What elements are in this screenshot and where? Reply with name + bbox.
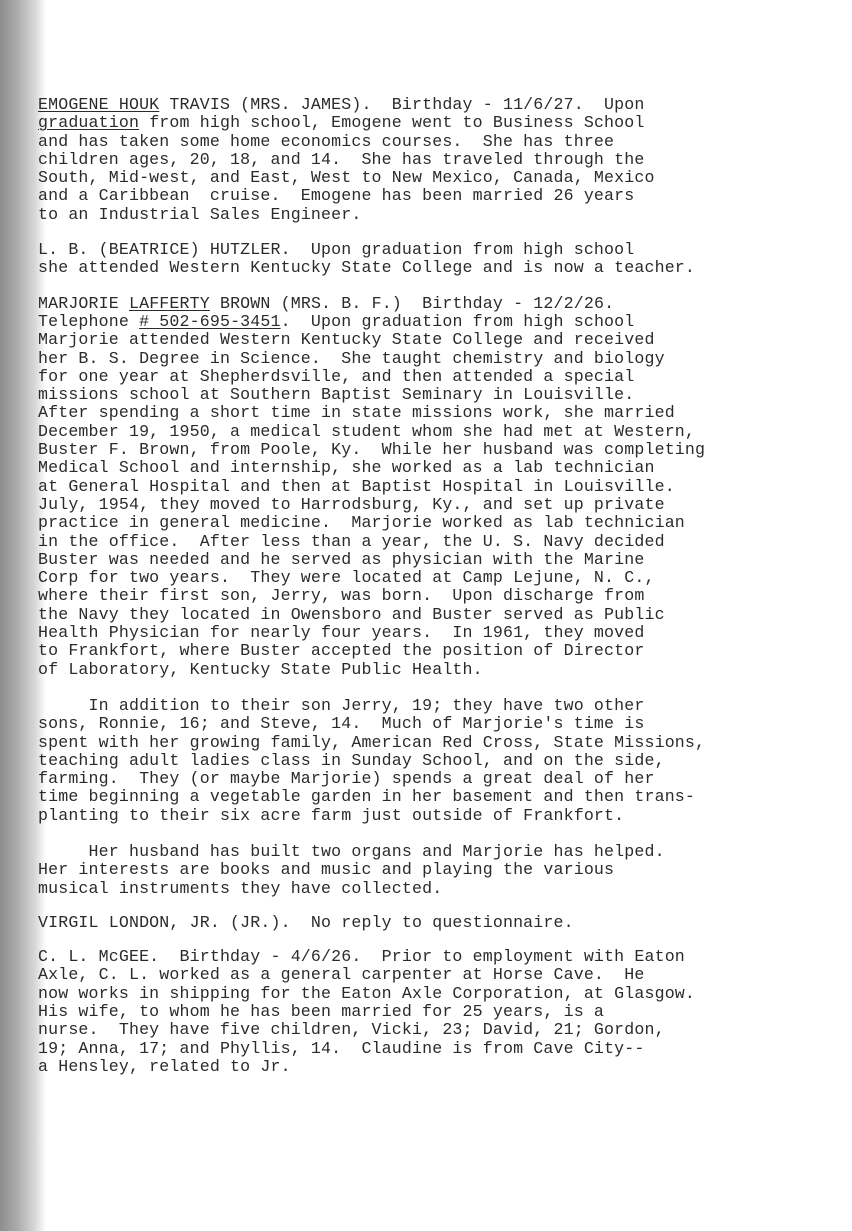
text-line — [38, 569, 798, 587]
line-text: teaching adult ladies class in Sunday School, and on the side, — [38, 750, 665, 770]
text-line — [38, 206, 798, 224]
line-text: Corp for two years. They were located at Camp Lejune, N. C., — [38, 568, 655, 588]
text-line — [38, 404, 798, 422]
line-text: Marjorie attended Western Kentucky State College and received — [38, 330, 655, 350]
line-text: VIRGIL LONDON, JR. (JR.). No reply to questionnaire. — [38, 912, 574, 932]
line-text: the Navy they located in Owensboro and Buster served as Public — [38, 604, 665, 624]
text-line — [38, 661, 798, 679]
text-line — [38, 496, 798, 514]
entry-marjorie-brown-family — [38, 697, 798, 825]
text-line — [38, 914, 798, 932]
line-text: at General Hospital and then at Baptist Hospital in Louisville. — [38, 476, 675, 496]
text-line — [38, 966, 798, 984]
line-text: In addition to their son Jerry, 19; they have two other — [38, 695, 645, 715]
text-line — [38, 551, 798, 569]
entry-marjorie-brown-interests — [38, 843, 798, 898]
text-line — [38, 151, 798, 169]
line-text: and a Caribbean cruise. Emogene has been married 26 years — [38, 186, 635, 206]
line-text: . Upon graduation from high school — [280, 311, 635, 331]
line-text: her B. S. Degree in Science. She taught chemistry and biology — [38, 348, 665, 368]
text-line — [38, 259, 798, 277]
text-line — [38, 114, 798, 132]
text-line — [38, 169, 798, 187]
text-line — [38, 96, 798, 114]
text-line — [38, 368, 798, 386]
text-line — [38, 843, 798, 861]
line-text: December 19, 1950, a medical student whom she had met at Western, — [38, 421, 696, 441]
text-line — [38, 752, 798, 770]
entry-virgil-london — [38, 914, 798, 932]
line-text: of Laboratory, Kentucky State Public Health. — [38, 659, 483, 679]
line-text: His wife, to whom he has been married for 25 years, is a — [38, 1002, 605, 1022]
line-text: Her interests are books and music and playing the various — [38, 860, 615, 880]
text-line — [38, 241, 798, 259]
text-line — [38, 386, 798, 404]
text-line — [38, 533, 798, 551]
text-line — [38, 423, 798, 441]
text-line — [38, 880, 798, 898]
text-line — [38, 715, 798, 733]
line-text: practice in general medicine. Marjorie worked as lab technician — [38, 513, 685, 533]
line-text: L. B. (BEATRICE) HUTZLER. Upon graduation from high school — [38, 240, 635, 260]
line-text: Health Physician for nearly four years. In 1961, they moved — [38, 623, 645, 643]
line-text: spent with her growing family, American Red Cross, State Missions, — [38, 732, 706, 752]
line-text: Axle, C. L. worked as a general carpenter at Horse Cave. He — [38, 965, 645, 985]
line-text: Telephone — [38, 311, 140, 331]
text-line — [38, 985, 798, 1003]
text-line — [38, 313, 798, 331]
line-text: time beginning a vegetable garden in her basement and then trans- — [38, 787, 696, 807]
line-text: Buster F. Brown, from Poole, Ky. While her husband was completing — [38, 440, 706, 460]
line-text: South, Mid-west, and East, West to New Mexico, Canada, Mexico — [38, 168, 655, 188]
line-text: where their first son, Jerry, was born. Upon discharge from — [38, 586, 645, 606]
underlined-text: LAFFERTY — [128, 293, 210, 313]
line-text: sons, Ronnie, 16; and Steve, 14. Much of Marjorie's time is — [38, 714, 645, 734]
text-line — [38, 770, 798, 788]
line-text: farming. They (or maybe Marjorie) spends a great deal of her — [38, 769, 655, 789]
underlined-text: graduation — [38, 113, 140, 133]
text-line — [38, 459, 798, 477]
line-text: and has taken some home economics courses. She has three — [38, 131, 615, 151]
line-text: for one year at Shepherdsville, and then attended a special — [38, 366, 635, 386]
line-text: now works in shipping for the Eaton Axle Corporation, at Glasgow. — [38, 983, 696, 1003]
text-line — [38, 642, 798, 660]
line-text: planting to their six acre farm just outside of Frankfort. — [38, 805, 625, 825]
text-line — [38, 1021, 798, 1039]
text-line — [38, 697, 798, 715]
line-text: missions school at Southern Baptist Seminary in Louisville. — [38, 385, 635, 405]
line-text: MARJORIE — [38, 293, 129, 313]
line-text: a Hensley, related to Jr. — [38, 1056, 291, 1076]
text-line — [38, 350, 798, 368]
entry-cl-mcgee — [38, 948, 798, 1076]
line-text: Her husband has built two organs and Marjorie has helped. — [38, 841, 665, 861]
text-line — [38, 331, 798, 349]
line-text: she attended Western Kentucky State College and is now a teacher. — [38, 258, 696, 278]
line-text: children ages, 20, 18, and 14. She has traveled through the — [38, 149, 645, 169]
line-text: Buster was needed and he served as physician with the Marine — [38, 549, 645, 569]
text-line — [38, 861, 798, 879]
line-text: from high school, Emogene went to Business School — [139, 113, 645, 133]
underlined-text: # 502-695-3451 — [139, 311, 281, 331]
text-line — [38, 478, 798, 496]
underlined-text: EMOGENE HOUK — [38, 95, 160, 114]
line-text: July, 1954, they moved to Harrodsburg, Ky., and set up private — [38, 494, 665, 514]
line-text: C. L. McGEE. Birthday - 4/6/26. Prior to employment with Eaton — [38, 947, 685, 967]
text-line — [38, 187, 798, 205]
entry-emogene-travis — [38, 96, 798, 224]
line-text: 19; Anna, 17; and Phyllis, 14. Claudine is from Cave City-- — [38, 1038, 645, 1058]
text-line — [38, 1040, 798, 1058]
text-line — [38, 1003, 798, 1021]
text-line — [38, 606, 798, 624]
line-text: Medical School and internship, she worked as a lab technician — [38, 458, 655, 478]
line-text: musical instruments they have collected. — [38, 878, 443, 898]
text-line — [38, 514, 798, 532]
text-line — [38, 441, 798, 459]
text-line — [38, 587, 798, 605]
text-line — [38, 948, 798, 966]
entry-marjorie-brown — [38, 295, 798, 679]
line-text: BROWN (MRS. B. F.) Birthday - 12/2/26. — [209, 293, 615, 313]
line-text: TRAVIS (MRS. JAMES). Birthday - 11/6/27. Upon — [159, 95, 645, 114]
line-text: to an Industrial Sales Engineer. — [38, 204, 362, 224]
text-line — [38, 734, 798, 752]
text-line — [38, 624, 798, 642]
text-line — [38, 1058, 798, 1076]
line-text: in the office. After less than a year, the U. S. Navy decided — [38, 531, 665, 551]
typed-document-page — [38, 96, 798, 1092]
line-text: After spending a short time in state missions work, she married — [38, 403, 675, 423]
text-line — [38, 295, 798, 313]
line-text: nurse. They have five children, Vicki, 23; David, 21; Gordon, — [38, 1020, 665, 1040]
text-line — [38, 133, 798, 151]
text-line — [38, 807, 798, 825]
entry-beatrice-hutzler — [38, 241, 798, 278]
line-text: to Frankfort, where Buster accepted the position of Director — [38, 641, 645, 661]
text-line — [38, 788, 798, 806]
